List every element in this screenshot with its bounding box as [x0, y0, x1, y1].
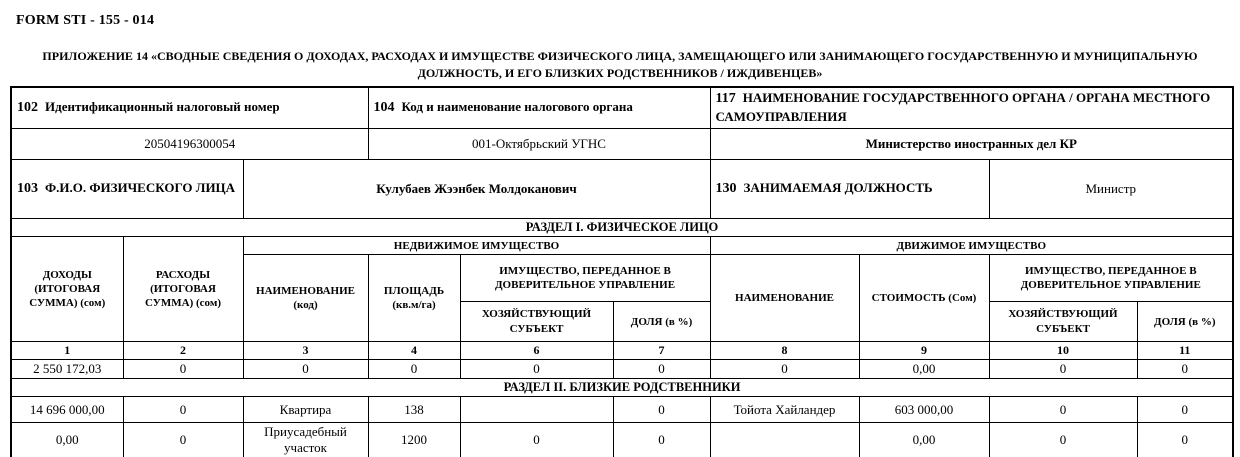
data-cell: 0 [123, 360, 243, 379]
person-name-label: Ф.И.О. ФИЗИЧЕСКОГО ЛИЦА [45, 180, 236, 196]
data-cell: Приусадебный участок [243, 423, 368, 457]
section1-banner-row [11, 219, 1233, 237]
table-row [11, 360, 1233, 379]
data-cell: 2 550 172,03 [11, 360, 123, 379]
declaration-table [10, 86, 1234, 457]
data-cell: 0 [989, 423, 1137, 457]
section1-title: РАЗДЕЛ I. ФИЗИЧЕСКОЕ ЛИЦО [11, 219, 1233, 237]
section2-title: РАЗДЕЛ II. БЛИЗКИЕ РОДСТВЕННИКИ [11, 379, 1233, 397]
table-row [11, 423, 1233, 457]
data-cell: 0 [460, 360, 613, 379]
state-body-code: 117 [715, 91, 736, 107]
data-cell: 14 696 000,00 [11, 397, 123, 423]
data-cell: 0 [123, 397, 243, 423]
document-title: ПРИЛОЖЕНИЕ 14 «СВОДНЫЕ СВЕДЕНИЯ О ДОХОДАХ, РАСХОДАХ И ИМУЩЕСТВЕ ФИЗИЧЕСКОГО ЛИЦА, ЗАМЕЩАЮЩЕГО ИЛИ ЗАНИМАЮЩЕГО ГОСУДАРСТВЕННУЮ И МУНИЦИПАЛЬНУЮ ДОЛЖНОСТЬ, И ЕГО БЛИЗКИХ РОДСТВЕННИКОВ / ИЖДИВЕНЦЕВ» [42, 49, 1198, 81]
data-cell: 0 [243, 360, 368, 379]
person-row [11, 160, 1233, 219]
col-header-entity-movable: ХОЗЯЙСТВУЮЩИЙ СУБЪЕКТ [989, 302, 1137, 342]
data-cell: Тойота Хайландер [710, 397, 859, 423]
section2-banner-row [11, 379, 1233, 397]
person-name-value: Кулубаев Жээнбек Молдоканович [243, 160, 710, 219]
tax-office-label-cell [368, 87, 710, 129]
column-number: 10 [989, 342, 1137, 360]
group-header-movable: ДВИЖИМОЕ ИМУЩЕСТВО [710, 237, 1233, 255]
state-body-label-cell [710, 87, 1233, 129]
col-header-cost: СТОИМОСТЬ (Сом) [859, 255, 989, 342]
data-cell: 0 [710, 360, 859, 379]
data-cell: 0,00 [859, 423, 989, 457]
data-cell: 1200 [368, 423, 460, 457]
col-header-entity-immovable: ХОЗЯЙСТВУЮЩИЙ СУБЪЕКТ [460, 302, 613, 342]
group-header-immovable: НЕДВИЖИМОЕ ИМУЩЕСТВО [243, 237, 710, 255]
column-numbers-row [11, 342, 1233, 360]
tin-value: 20504196300054 [11, 129, 368, 160]
info-labels-row [11, 87, 1233, 129]
tax-office-code: 104 [373, 99, 395, 115]
data-cell: 0 [460, 423, 613, 457]
tin-label: Идентификационный налоговый номер [45, 98, 280, 114]
data-cell: 0 [1137, 397, 1233, 423]
data-cell: 0 [613, 360, 710, 379]
data-cell: 0 [1137, 423, 1233, 457]
table-row [11, 397, 1233, 423]
data-cell: 138 [368, 397, 460, 423]
data-cell: 603 000,00 [859, 397, 989, 423]
tax-office-label: Код и наименование налогового органа [401, 98, 633, 114]
data-cell: 0 [989, 397, 1137, 423]
col-header-expenses: РАСХОДЫ (ИТОГОВАЯ СУММА) (сом) [123, 237, 243, 342]
data-cell: 0,00 [859, 360, 989, 379]
position-value: Министр [989, 160, 1233, 219]
data-cell: 0,00 [11, 423, 123, 457]
column-number: 7 [613, 342, 710, 360]
column-number: 11 [1137, 342, 1233, 360]
col-header-incomes: ДОХОДЫ (ИТОГОВАЯ СУММА) (сом) [11, 237, 123, 342]
tin-code: 102 [17, 99, 38, 115]
form-code: FORM STI - 155 - 014 [16, 13, 155, 28]
col-header-name: НАИМЕНОВАНИЕ [710, 255, 859, 342]
header-row-groups [11, 237, 1233, 255]
column-number: 1 [11, 342, 123, 360]
person-name-label-cell [11, 160, 243, 219]
tax-office-value: 001-Октябрьский УГНС [368, 129, 710, 160]
state-body-value: Министерство иностранных дел КР [710, 129, 1233, 160]
group-header-trust-immovable: ИМУЩЕСТВО, ПЕРЕДАННОЕ В ДОВЕРИТЕЛЬНОЕ УПРАВЛЕНИЕ [460, 255, 710, 302]
col-header-area: ПЛОЩАДЬ (кв.м/га) [368, 255, 460, 342]
column-number: 8 [710, 342, 859, 360]
col-header-name-code: НАИМЕНОВАНИЕ (код) [243, 255, 368, 342]
data-cell: 0 [989, 360, 1137, 379]
tin-label-cell [11, 87, 368, 129]
column-number: 3 [243, 342, 368, 360]
column-number: 4 [368, 342, 460, 360]
position-code: 130 [715, 181, 737, 197]
data-cell: 0 [1137, 360, 1233, 379]
data-cell: 0 [613, 423, 710, 457]
column-number: 9 [859, 342, 989, 360]
person-name-code: 103 [17, 181, 38, 197]
column-number: 6 [460, 342, 613, 360]
position-label: ЗАНИМАЕМАЯ ДОЛЖНОСТЬ [743, 180, 933, 196]
group-header-trust-movable: ИМУЩЕСТВО, ПЕРЕДАННОЕ В ДОВЕРИТЕЛЬНОЕ УПРАВЛЕНИЕ [989, 255, 1233, 302]
col-header-share-immovable: ДОЛЯ (в %) [613, 302, 710, 342]
data-cell [460, 397, 613, 423]
column-number: 2 [123, 342, 243, 360]
data-cell: 0 [368, 360, 460, 379]
state-body-label: НАИМЕНОВАНИЕ ГОСУДАРСТВЕННОГО ОРГАНА / ОРГАНА МЕСТНОГО САМОУПРАВЛЕНИЯ [715, 90, 1211, 124]
info-values-row [11, 129, 1233, 160]
data-cell: 0 [613, 397, 710, 423]
data-cell [710, 423, 859, 457]
data-cell: Квартира [243, 397, 368, 423]
data-cell: 0 [123, 423, 243, 457]
col-header-share-movable: ДОЛЯ (в %) [1137, 302, 1233, 342]
position-label-cell [710, 160, 989, 219]
